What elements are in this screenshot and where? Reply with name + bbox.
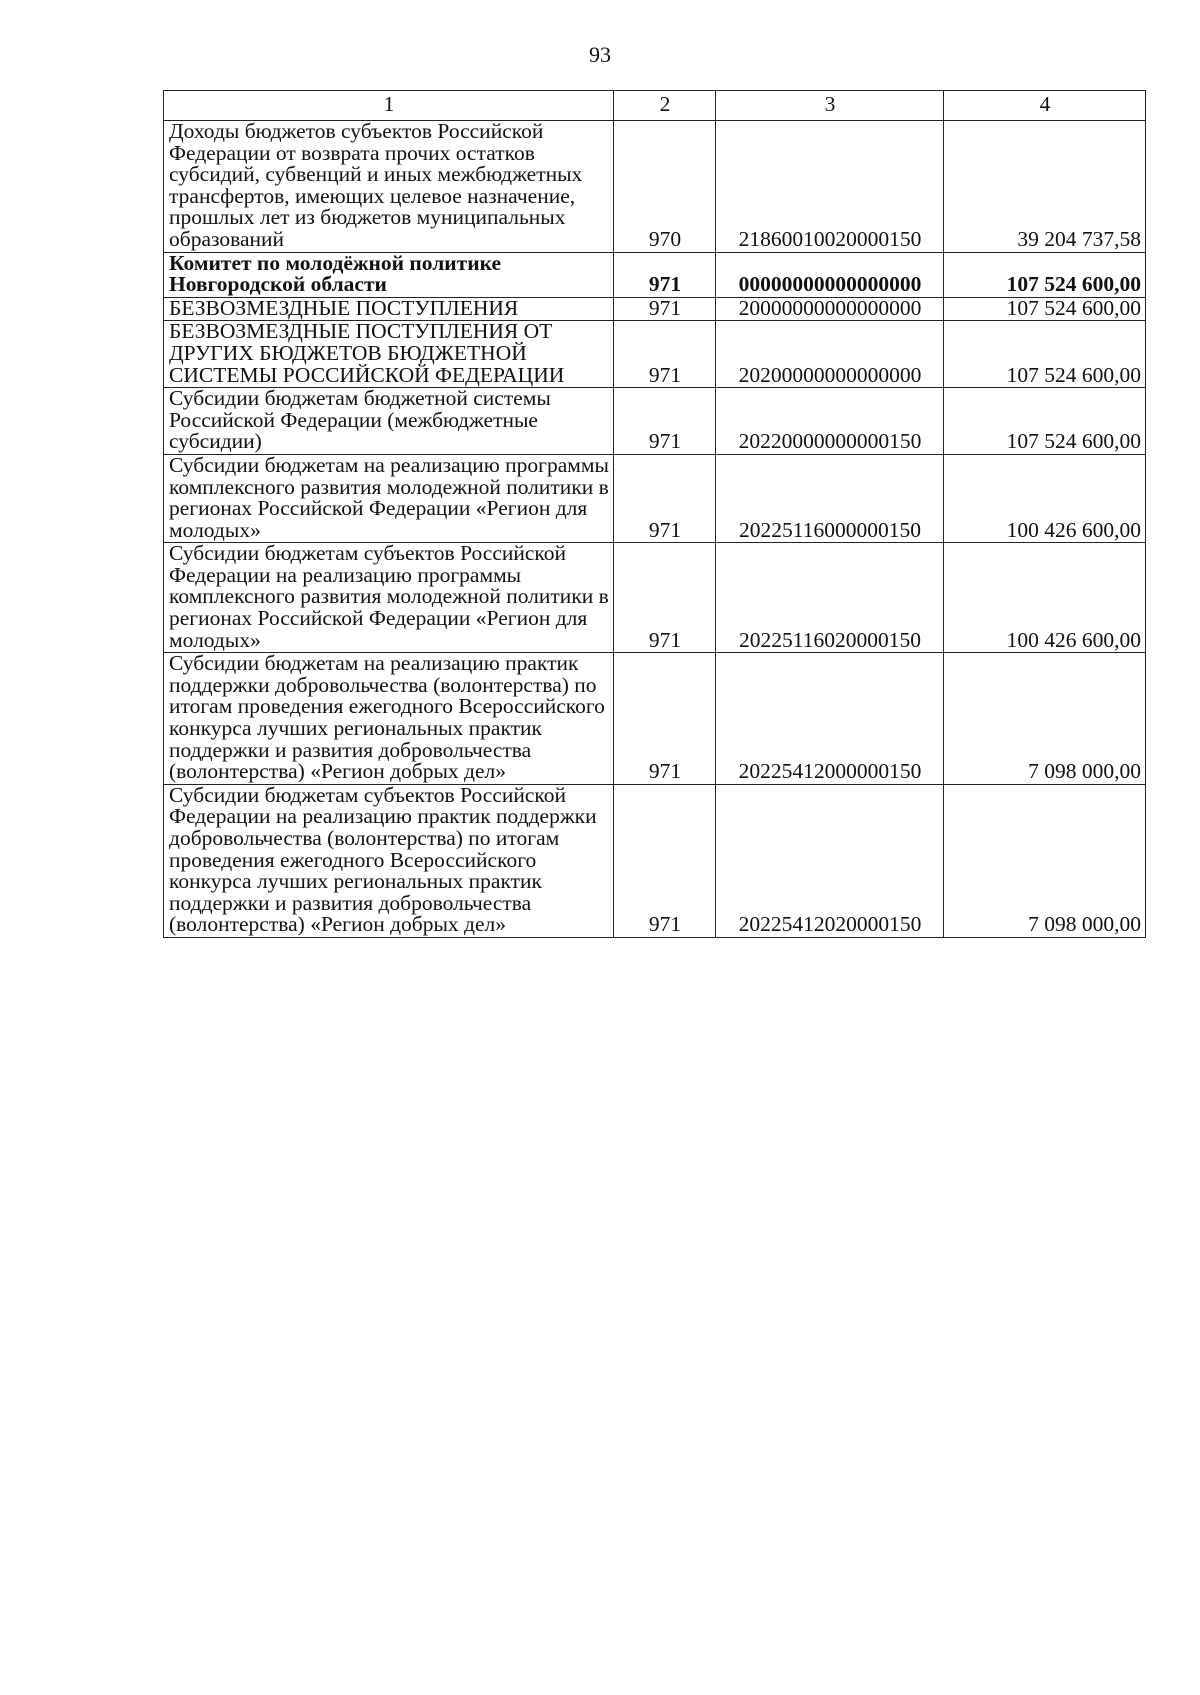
table-row xyxy=(164,784,1146,937)
row-name: Субсидии бюджетам субъектов Российской Федерации на реализацию программы комплексного развития молодежной политики в регионах Российской Федерации «Регион для молодых» xyxy=(164,543,614,653)
row-budget-code: 20200000000000000 xyxy=(716,321,944,388)
table-row xyxy=(164,454,1146,542)
row-admin-code: 971 xyxy=(614,388,716,455)
row-admin-code: 971 xyxy=(614,321,716,388)
row-amount: 107 524 600,00 xyxy=(944,321,1146,388)
table-row xyxy=(164,543,1146,653)
row-name: Доходы бюджетов субъектов Российской Федерации от возврата прочих остатков субсидий, субвенций и иных межбюджетных трансфертов, имеющих целевое назначение, прошлых лет из бюджетов муниципальных образований xyxy=(164,121,614,253)
row-name: Субсидии бюджетам на реализацию программы комплексного развития молодежной политики в регионах Российской Федерации «Регион для молодых» xyxy=(164,454,614,542)
row-budget-code: 20220000000000150 xyxy=(716,388,944,455)
row-name: Субсидии бюджетам на реализацию практик поддержки добровольчества (волонтерства) по итогам проведения ежегодного Всероссийского конкурса лучших региональных практик поддержки и развития добровольчества (волонтерства) «Регион добрых дел» xyxy=(164,653,614,785)
row-amount: 100 426 600,00 xyxy=(944,454,1146,542)
row-admin-code: 971 xyxy=(614,297,716,321)
row-admin-code: 971 xyxy=(614,543,716,653)
row-budget-code: 00000000000000000 xyxy=(716,252,944,297)
row-amount: 39 204 737,58 xyxy=(944,121,1146,253)
table-row xyxy=(164,653,1146,785)
row-amount: 107 524 600,00 xyxy=(944,252,1146,297)
row-name: Субсидии бюджетам субъектов Российской Федерации на реализацию практик поддержки добровольчества (волонтерства) по итогам проведения ежегодного Всероссийского конкурса лучших региональных практик поддержки и развития добровольчества (волонтерства) «Регион добрых дел» xyxy=(164,784,614,937)
row-admin-code: 971 xyxy=(614,653,716,785)
row-name: Комитет по молодёжной политике Новгородской области xyxy=(164,252,614,297)
row-name: БЕЗВОЗМЕЗДНЫЕ ПОСТУПЛЕНИЯ ОТ ДРУГИХ БЮДЖЕТОВ БЮДЖЕТНОЙ СИСТЕМЫ РОССИЙСКОЙ ФЕДЕРАЦИИ xyxy=(164,321,614,388)
row-budget-code: 20225116000000150 xyxy=(716,454,944,542)
row-name: БЕЗВОЗМЕЗДНЫЕ ПОСТУПЛЕНИЯ xyxy=(164,297,614,321)
row-admin-code: 971 xyxy=(614,252,716,297)
column-header-amount: 4 xyxy=(944,91,1146,121)
table-row xyxy=(164,388,1146,455)
table-row xyxy=(164,121,1146,253)
row-budget-code: 20225412000000150 xyxy=(716,653,944,785)
table-row xyxy=(164,297,1146,321)
row-budget-code: 20000000000000000 xyxy=(716,297,944,321)
table-body xyxy=(164,121,1146,938)
row-budget-code: 20225116020000150 xyxy=(716,543,944,653)
row-name: Субсидии бюджетам бюджетной системы Российской Федерации (межбюджетные субсидии) xyxy=(164,388,614,455)
table-row xyxy=(164,321,1146,388)
row-amount: 7 098 000,00 xyxy=(944,784,1146,937)
header-row xyxy=(164,91,1146,121)
table-header xyxy=(164,91,1146,121)
row-amount: 100 426 600,00 xyxy=(944,543,1146,653)
column-header-admin: 2 xyxy=(614,91,716,121)
row-admin-code: 970 xyxy=(614,121,716,253)
row-budget-code: 21860010020000150 xyxy=(716,121,944,253)
revenue-table xyxy=(163,90,1146,938)
row-admin-code: 971 xyxy=(614,454,716,542)
row-admin-code: 971 xyxy=(614,784,716,937)
column-header-name: 1 xyxy=(164,91,614,121)
page-number: 93 xyxy=(589,42,611,67)
row-amount: 107 524 600,00 xyxy=(944,388,1146,455)
row-amount: 7 098 000,00 xyxy=(944,653,1146,785)
table-row-section-header xyxy=(164,252,1146,297)
column-header-code: 3 xyxy=(716,91,944,121)
row-amount: 107 524 600,00 xyxy=(944,297,1146,321)
row-budget-code: 20225412020000150 xyxy=(716,784,944,937)
